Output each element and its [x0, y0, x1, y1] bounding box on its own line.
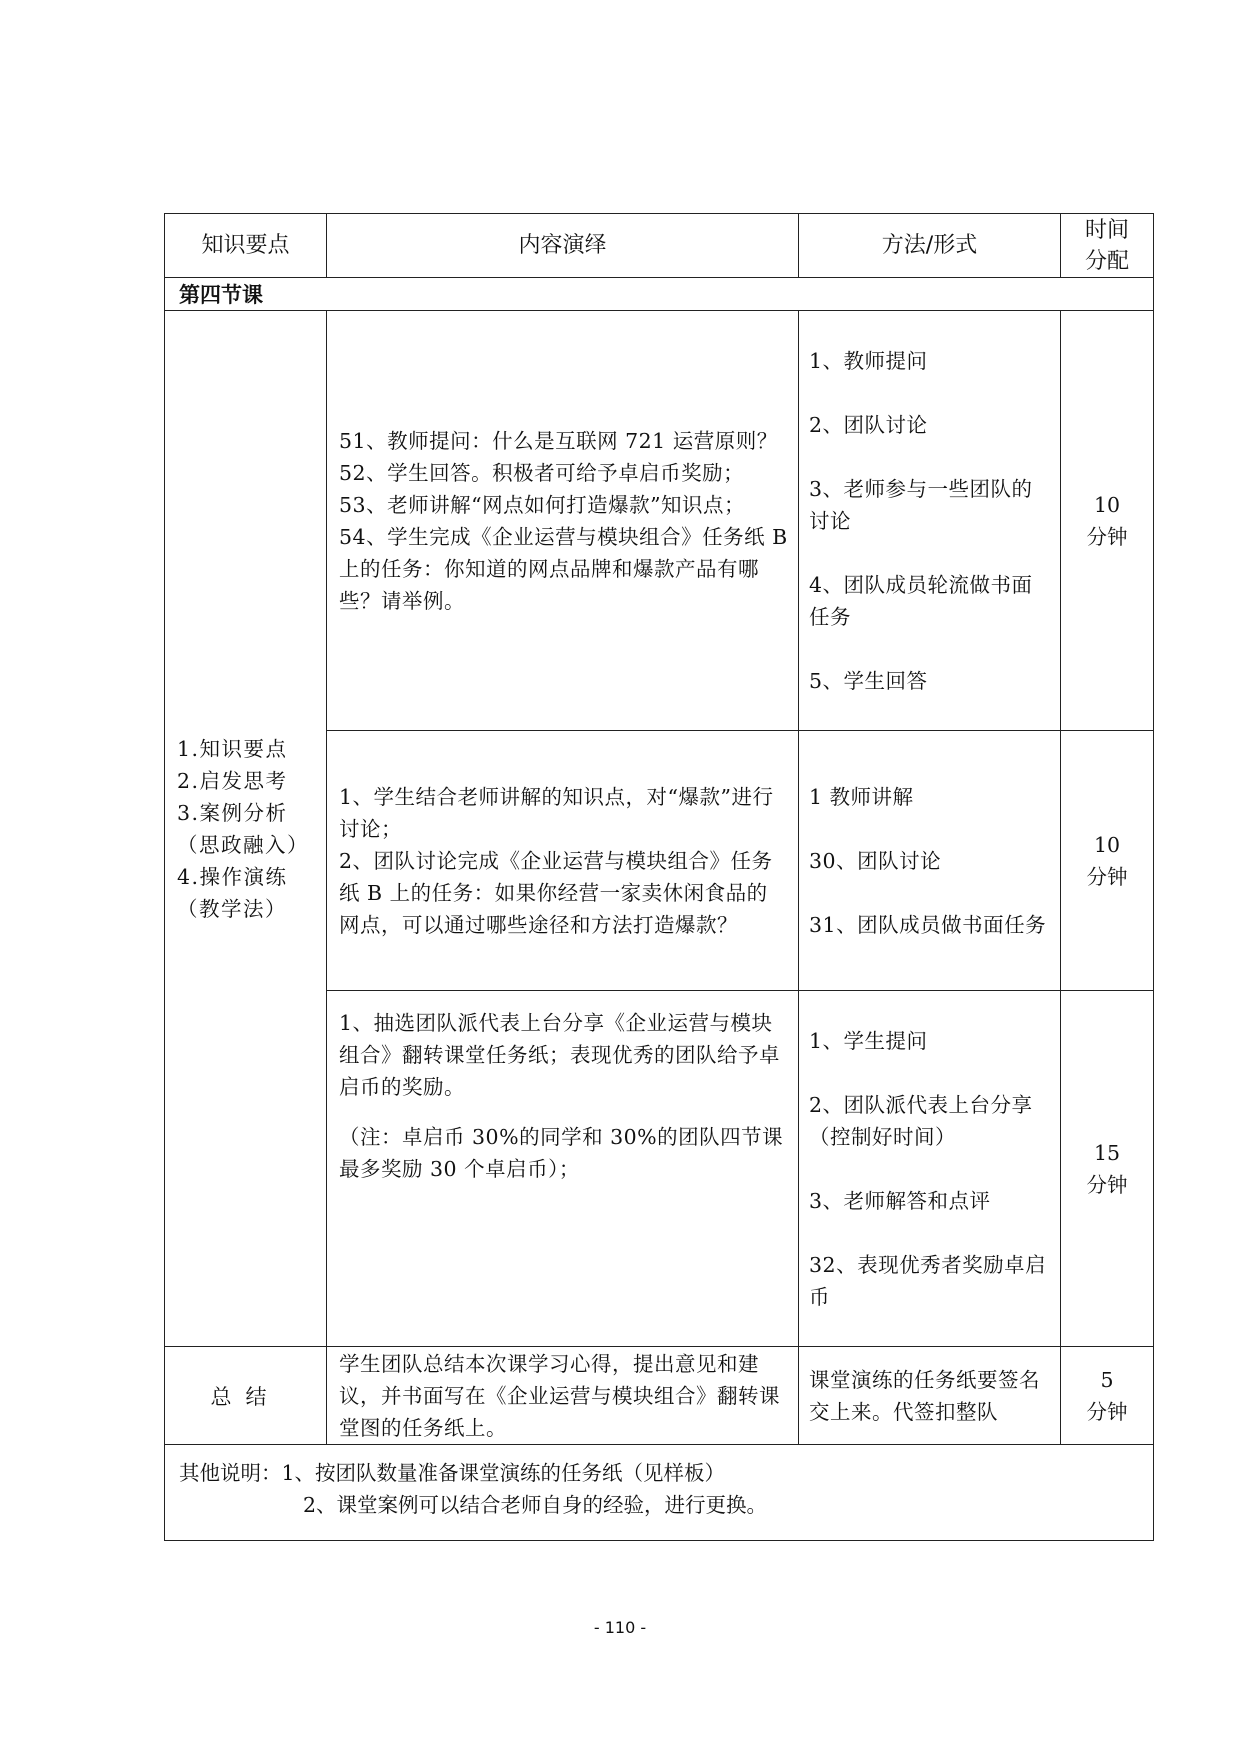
time-unit: 分钟: [1086, 864, 1128, 889]
page-number: - 110 -: [593, 1618, 647, 1637]
method-item: 32、表现优秀者奖励卓启币: [809, 1252, 1047, 1309]
time-cell: [1061, 1347, 1154, 1445]
section-row: [165, 278, 1154, 311]
notes-line: 2、课堂案例可以结合老师自身的经验，进行更换。: [303, 1493, 768, 1517]
knowledge-point: 4.操作演练（教学法）: [177, 864, 288, 921]
content-line: 52、学生回答。积极者可给予卓启币奖励；: [339, 460, 745, 485]
header-time-line1: 时间: [1084, 217, 1129, 243]
content-line: 2、团队讨论完成《企业运营与模块组合》任务纸 B 上的任务：如果你经营一家卖休闲食品的网点，可以通过哪些途径和方法打造爆款？: [339, 848, 773, 937]
method-cell: [799, 991, 1061, 1347]
header-time-line2: 分配: [1084, 248, 1129, 274]
method-item: 2、团队讨论: [809, 412, 928, 437]
method-item: 1、学生提问: [809, 1028, 928, 1053]
time-value: 15: [1093, 1140, 1121, 1165]
lesson-plan-table: [164, 213, 1154, 1541]
time-cell: [1061, 311, 1154, 731]
knowledge-points-cell: [165, 311, 327, 1347]
content-line: 1、抽选团队派代表上台分享《企业运营与模块组合》翻转课堂任务纸；表现优秀的团队给予卓启币的奖励。: [339, 1011, 780, 1099]
content-line: 53、老师讲解“网点如何打造爆款”知识点；: [339, 492, 746, 517]
time-value: 10: [1093, 492, 1121, 517]
content-line: 1、学生结合老师讲解的知识点，对“爆款”进行讨论；: [339, 784, 774, 841]
time-unit: 分钟: [1086, 1399, 1128, 1424]
knowledge-point: 1.知识要点: [177, 736, 288, 761]
time-unit: 分钟: [1086, 524, 1128, 549]
knowledge-point: 2.启发思考: [177, 768, 288, 793]
knowledge-point: 3.案例分析（思政融入）: [177, 800, 309, 857]
content-line: 54、学生完成《企业运营与模块组合》任务纸 B 上的任务：你知道的网点品牌和爆款产品有哪些？请举例。: [339, 524, 788, 613]
method-item: 4、团队成员轮流做书面任务: [809, 572, 1033, 629]
content-cell: [327, 311, 799, 731]
time-cell: [1061, 731, 1154, 991]
method-item: 5、学生回答: [809, 668, 928, 693]
summary-label: 总结: [165, 1347, 327, 1445]
method-item: 31、团队成员做书面任务: [809, 912, 1047, 937]
summary-method: 课堂演练的任务纸要签名交上来。代签扣整队: [799, 1347, 1061, 1445]
content-cell: [327, 991, 799, 1347]
method-item: 2、团队派代表上台分享（控制好时间）: [809, 1092, 1033, 1149]
time-cell: [1061, 991, 1154, 1347]
header-time: [1061, 214, 1154, 278]
header-row: [165, 214, 1154, 278]
notes-row: [165, 1445, 1154, 1541]
content-line: （注：卓启币 30%的同学和 30%的团队四节课最多奖励 30 个卓启币）；: [339, 1125, 784, 1181]
method-item: 3、老师解答和点评: [809, 1188, 991, 1213]
time-value: 10: [1093, 832, 1121, 857]
method-item: 30、团队讨论: [809, 848, 942, 873]
method-item: 1、教师提问: [809, 348, 928, 373]
time-value: 5: [1100, 1367, 1114, 1392]
summary-content: 学生团队总结本次课学习心得，提出意见和建议，并书面写在《企业运营与模块组合》翻转课堂图的任务纸上。: [327, 1347, 799, 1445]
method-cell: [799, 311, 1061, 731]
notes-line: 其他说明：1、按团队数量准备课堂演练的任务纸（见样板）: [179, 1461, 726, 1485]
section-title: 第四节课: [165, 278, 1154, 311]
table-row: [165, 311, 1154, 731]
content-line: 51、教师提问：什么是互联网 721 运营原则？: [339, 428, 778, 453]
notes-cell: [165, 1445, 1154, 1541]
method-cell: [799, 731, 1061, 991]
method-item: 3、老师参与一些团队的讨论: [809, 476, 1033, 533]
time-unit: 分钟: [1086, 1172, 1128, 1197]
method-item: 1 教师讲解: [809, 784, 914, 809]
header-knowledge: 知识要点: [165, 214, 327, 278]
header-content: 内容演绎: [327, 214, 799, 278]
header-method: 方法/形式: [799, 214, 1061, 278]
summary-row: [165, 1347, 1154, 1445]
content-cell: [327, 731, 799, 991]
